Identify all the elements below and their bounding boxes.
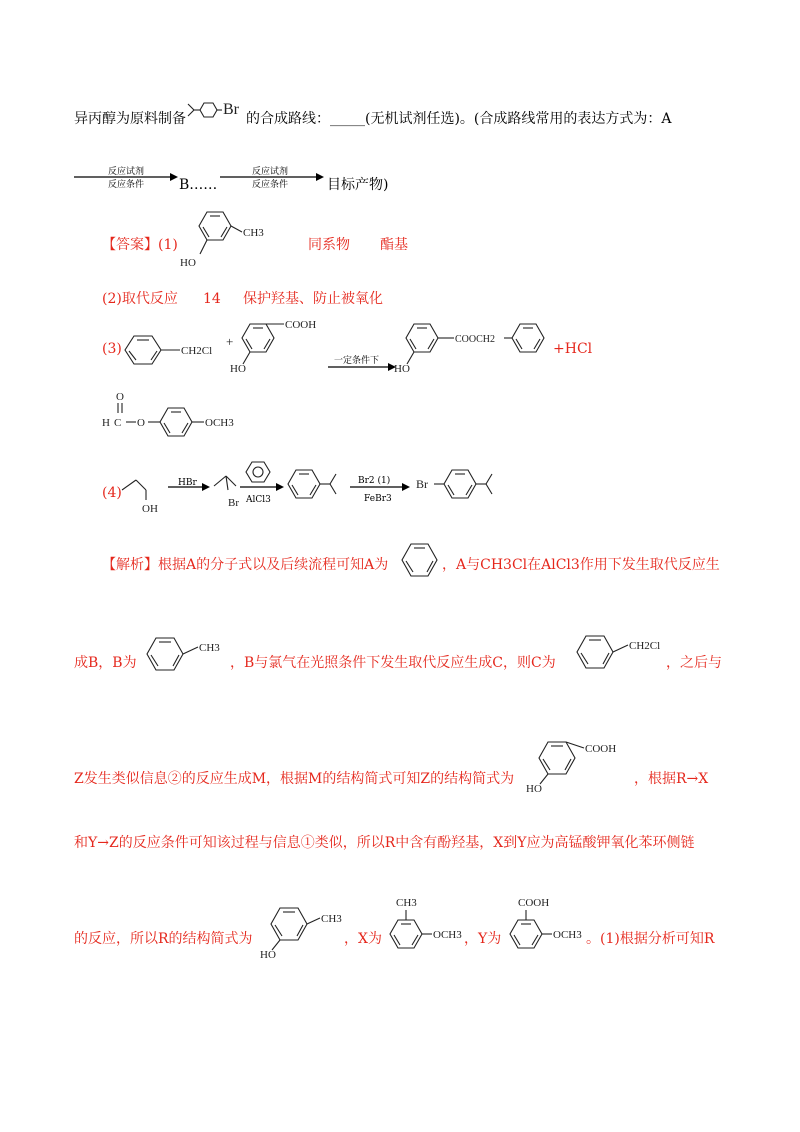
- analysis-line2-a: 成B，B为: [74, 655, 137, 671]
- cooh-label: COOH: [518, 897, 550, 909]
- formate-h-label: H: [102, 417, 110, 429]
- ch3-label: CH3: [243, 227, 264, 239]
- answer-p2-type: (2)取代反应: [102, 291, 178, 307]
- analysis-line3-b: ，根据R→X: [634, 771, 709, 787]
- ho-label: HO: [526, 783, 542, 795]
- 3-methoxybenzoic-acid-structure: [506, 890, 596, 960]
- 3-hydroxybenzoic-acid-structure: [228, 318, 338, 378]
- carbonyl-o-label: O: [116, 391, 124, 403]
- cooh-label: COOH: [285, 319, 317, 331]
- toluene-structure: [144, 630, 234, 680]
- p4-arrow-1: [168, 482, 210, 492]
- answer-ester-group: 酯基: [380, 237, 408, 253]
- ho-label: HO: [394, 363, 410, 375]
- p3-reaction-arrow: [328, 362, 396, 372]
- 4-methoxyphenyl-formate-structure: [100, 386, 280, 446]
- ch2cl-label: CH2Cl: [181, 345, 213, 357]
- analysis-line1-a: 根据A的分子式以及后续流程可知A为: [158, 557, 389, 573]
- hbr-reagent: HBr: [178, 478, 197, 488]
- ester-o-label: O: [137, 417, 145, 429]
- ho-label: HO: [180, 257, 196, 269]
- febr3-reagent: FeBr3: [364, 494, 392, 504]
- ho-label: HO: [260, 949, 276, 961]
- analysis-heading: 【解析】: [102, 557, 158, 573]
- b-ellipsis: B……: [179, 177, 218, 193]
- analysis-line2-b: ，B与氯气在光照条件下发生取代反应生成C，则C为: [230, 655, 556, 671]
- br-label: Br: [228, 497, 239, 509]
- och3-label: OCH3: [205, 417, 234, 429]
- formate-c-label: C: [114, 417, 122, 429]
- br2-reagent: Br2 (1): [358, 476, 391, 486]
- p3-condition: 一定条件下: [334, 356, 380, 366]
- ch3-label: CH3: [199, 642, 220, 654]
- br-label: Br: [223, 101, 239, 118]
- m-cresol-structure-2: [258, 900, 358, 960]
- bromo-isopropylbenzene-structure: [186, 96, 246, 126]
- ch3-label: CH3: [396, 897, 417, 909]
- arrow2-top-label: 反应试剂: [252, 167, 289, 177]
- benzyl-chloride-structure-2: [574, 628, 674, 678]
- benzene-structure: [398, 540, 442, 586]
- ho-label: HO: [230, 363, 246, 375]
- oh-label: OH: [142, 503, 158, 515]
- answer-p2-count: 14: [203, 291, 221, 307]
- arrow2-bottom-label: 反应条件: [252, 180, 289, 190]
- arrow1-bottom-label: 反应条件: [108, 180, 145, 190]
- answer-p3-number: (3): [102, 341, 122, 357]
- answer-p2-reason: 保护羟基、防止被氧化: [243, 291, 383, 307]
- 3-methylanisole-structure: [386, 890, 476, 960]
- answer-p4-number: (4): [102, 485, 122, 501]
- analysis-line5-d: 。(1)根据分析可知R: [586, 931, 715, 947]
- m-cresol-structure: [176, 204, 276, 274]
- analysis-line5-a: 的反应，所以R的结构简式为: [74, 931, 253, 947]
- br-label: Br: [416, 477, 428, 491]
- answer-heading: 【答案】: [102, 237, 158, 253]
- benzyl-chloride-structure: [124, 330, 244, 370]
- intro-text-before: 异丙醇为原料制备: [74, 111, 186, 127]
- benzyl-3-hydroxybenzoate-structure: [392, 316, 552, 376]
- ch2cl-label: CH2Cl: [629, 640, 661, 652]
- isopropanol-structure: [118, 466, 168, 516]
- cumene-structure: [284, 464, 354, 508]
- analysis-line4: 和Y→Z的反应条件可知该过程与信息①类似，所以R中含有酚羟基，X到Y应为高锰酸钾氧化苯环侧链: [74, 835, 695, 851]
- answer-p1-number: (1): [158, 237, 178, 253]
- bromocumene-product-structure: [414, 464, 524, 508]
- och3-label: OCH3: [433, 929, 462, 941]
- alcl3-reagent: AlCl3: [246, 495, 271, 505]
- target-product-text: 目标产物): [327, 177, 389, 193]
- answer-homolog: 同系物: [308, 237, 350, 253]
- p3-hcl: +HCl: [553, 341, 593, 357]
- analysis-line5-b: ，X为: [344, 931, 382, 947]
- ch3-label: CH3: [321, 913, 342, 925]
- plus-sign: +: [226, 334, 234, 349]
- och3-label: OCH3: [553, 929, 582, 941]
- analysis-line5-c: ，Y为: [464, 931, 502, 947]
- arrow1-top-label: 反应试剂: [108, 167, 145, 177]
- analysis-line1-b: ，A与CH3Cl在AlCl3作用下发生取代反应生: [442, 557, 720, 573]
- cooch2-label: COOCH2: [455, 334, 496, 345]
- cooh-label: COOH: [585, 743, 617, 755]
- 3-hydroxybenzoic-acid-structure-2: [524, 736, 644, 796]
- intro-text-after: 的合成路线：_____(无机试剂任选)。(合成路线常用的表达方式为：A: [246, 111, 672, 127]
- analysis-line3-a: Z发生类似信息②的反应生成M，根据M的结构简式可知Z的结构简式为: [74, 771, 515, 787]
- analysis-line2-c: ，之后与: [666, 655, 722, 671]
